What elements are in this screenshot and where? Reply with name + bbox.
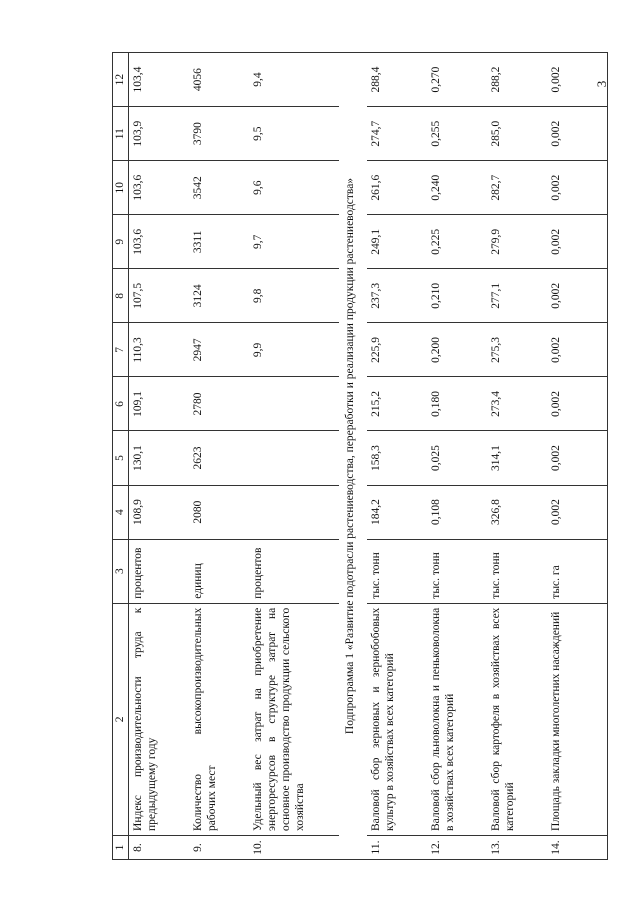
value-cell: 103,4 <box>129 53 190 107</box>
value-cell: 103,9 <box>129 107 190 161</box>
value-cell: 0,002 <box>547 161 608 215</box>
value-cell: 274,7 <box>367 107 427 161</box>
value-cell: 0,240 <box>427 161 487 215</box>
value-cell: 9,6 <box>249 161 339 215</box>
table-row <box>367 53 427 860</box>
table-row <box>249 53 339 860</box>
value-cell: 261,6 <box>367 161 427 215</box>
row-number: 11. <box>367 835 427 859</box>
table-row <box>427 53 487 860</box>
value-cell: 279,9 <box>487 215 547 269</box>
column-number-header <box>113 53 129 860</box>
value-cell: 2080 <box>189 485 249 539</box>
col-header: 8 <box>113 269 129 323</box>
value-cell <box>249 377 339 431</box>
value-cell: 0,255 <box>427 107 487 161</box>
subprogram-heading-row <box>339 53 367 860</box>
indicator-name: Валовой сбор картофеля в хозяйствах всех категорий <box>487 603 547 835</box>
value-cell: 2780 <box>189 377 249 431</box>
value-cell: 2947 <box>189 323 249 377</box>
value-cell: 9,8 <box>249 269 339 323</box>
row-number: 12. <box>427 835 487 859</box>
value-cell: 225,9 <box>367 323 427 377</box>
col-header: 12 <box>113 53 129 107</box>
unit: единиц <box>189 539 249 603</box>
value-cell: 0,002 <box>547 269 608 323</box>
value-cell: 0,002 <box>547 107 608 161</box>
value-cell: 2623 <box>189 431 249 485</box>
value-cell: 249,1 <box>367 215 427 269</box>
indicator-name: Удельный вес затрат на приобретение энергоресурсов в структуре затрат на основное производство продукции сельского хозяйства <box>249 603 339 835</box>
subprogram-title: Подпрограмма 1 «Развитие подотрасли растениеводства, переработки и реализации продукции растениеводства» <box>339 53 367 860</box>
value-cell: 285,0 <box>487 107 547 161</box>
table-row <box>487 53 547 860</box>
value-cell: 288,2 <box>487 53 547 107</box>
indicator-name: Валовой сбор зерновых и зернобобовых культур в хозяйствах всех категорий <box>367 603 427 835</box>
table-row <box>547 53 608 860</box>
value-cell: 103,6 <box>129 161 190 215</box>
table-row <box>129 53 190 860</box>
col-header: 1 <box>113 835 129 859</box>
indicator-name: Количество высокопроизводительных рабочих мест <box>189 603 249 835</box>
col-header: 11 <box>113 107 129 161</box>
value-cell: 237,3 <box>367 269 427 323</box>
value-cell: 0,180 <box>427 377 487 431</box>
col-header: 10 <box>113 161 129 215</box>
value-cell: 273,4 <box>487 377 547 431</box>
value-cell: 0,270 <box>427 53 487 107</box>
value-cell: 0,002 <box>547 431 608 485</box>
value-cell: 326,8 <box>487 485 547 539</box>
value-cell: 215,2 <box>367 377 427 431</box>
value-cell <box>249 431 339 485</box>
value-cell: 9,5 <box>249 107 339 161</box>
indicator-name: Площадь закладки многолетних насаждений <box>547 603 608 835</box>
value-cell: 0,225 <box>427 215 487 269</box>
value-cell: 3790 <box>189 107 249 161</box>
value-cell: 3124 <box>189 269 249 323</box>
value-cell: 0,002 <box>547 53 608 107</box>
unit: тыс. га <box>547 539 608 603</box>
unit: тыс. тонн <box>367 539 427 603</box>
unit: тыс. тонн <box>427 539 487 603</box>
unit: процентов <box>249 539 339 603</box>
value-cell: 3542 <box>189 161 249 215</box>
col-header: 4 <box>113 485 129 539</box>
col-header: 6 <box>113 377 129 431</box>
value-cell: 0,210 <box>427 269 487 323</box>
value-cell: 4056 <box>189 53 249 107</box>
value-cell: 9,7 <box>249 215 339 269</box>
value-cell: 282,7 <box>487 161 547 215</box>
row-number: 14. <box>547 835 608 859</box>
value-cell: 158,3 <box>367 431 427 485</box>
col-header: 2 <box>113 603 129 835</box>
indicators-table <box>112 52 608 860</box>
col-header: 5 <box>113 431 129 485</box>
indicator-name: Валовой сбор льноволокна и пеньковолокна в хозяйствах всех категорий <box>427 603 487 835</box>
value-cell: 108,9 <box>129 485 190 539</box>
value-cell: 275,3 <box>487 323 547 377</box>
unit: процентов <box>129 539 190 603</box>
value-cell: 184,2 <box>367 485 427 539</box>
value-cell: 103,6 <box>129 215 190 269</box>
value-cell: 107,5 <box>129 269 190 323</box>
value-cell: 109,1 <box>129 377 190 431</box>
value-cell: 288,4 <box>367 53 427 107</box>
value-cell: 9,4 <box>249 53 339 107</box>
page-number: 3 <box>594 80 609 88</box>
row-number: 9. <box>189 835 249 859</box>
col-header: 9 <box>113 215 129 269</box>
table-row <box>189 53 249 860</box>
value-cell: 110,3 <box>129 323 190 377</box>
value-cell: 277,1 <box>487 269 547 323</box>
indicator-name: Индекс производительности труда к предыдущему году <box>129 603 190 835</box>
row-number: 8. <box>129 835 190 859</box>
value-cell: 3311 <box>189 215 249 269</box>
value-cell: 0,002 <box>547 215 608 269</box>
value-cell: 0,200 <box>427 323 487 377</box>
value-cell <box>249 485 339 539</box>
value-cell: 0,002 <box>547 377 608 431</box>
rotated-table-container <box>112 30 612 860</box>
row-number: 10. <box>249 835 339 859</box>
col-header: 3 <box>113 539 129 603</box>
value-cell: 314,1 <box>487 431 547 485</box>
value-cell: 9,9 <box>249 323 339 377</box>
value-cell: 0,002 <box>547 323 608 377</box>
value-cell: 0,108 <box>427 485 487 539</box>
col-header: 7 <box>113 323 129 377</box>
value-cell: 0,025 <box>427 431 487 485</box>
unit: тыс. тонн <box>487 539 547 603</box>
value-cell: 0,002 <box>547 485 608 539</box>
value-cell: 130,1 <box>129 431 190 485</box>
row-number: 13. <box>487 835 547 859</box>
